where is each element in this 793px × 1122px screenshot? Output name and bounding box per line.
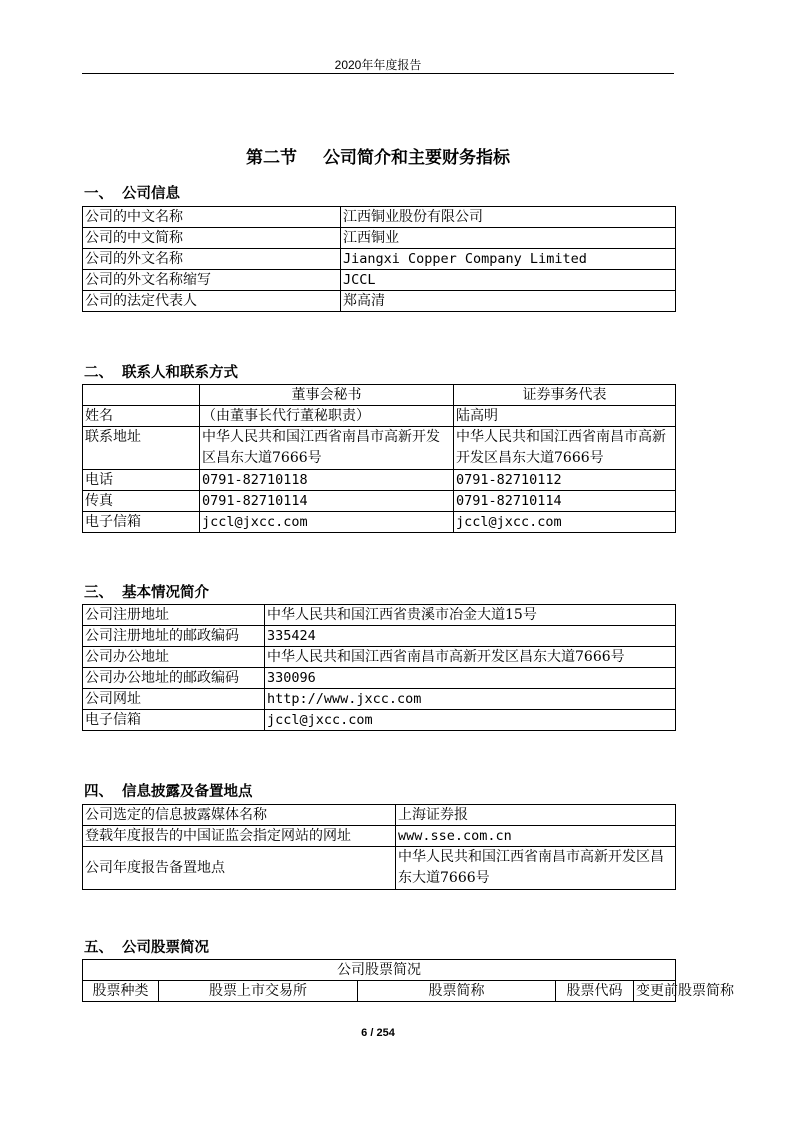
row-value: 中华人民共和国江西省贵溪市冶金大道15号 [265,605,676,626]
row-label: 传真 [83,491,200,512]
row-label: 公司的中文名称 [83,207,341,228]
row-label: 电子信箱 [83,512,200,533]
column-header: 证券事务代表 [454,385,676,406]
representative-value: jccl@jxcc.com [454,512,676,533]
representative-value: 陆高明 [454,406,676,427]
row-value: 江西铜业股份有限公司 [341,207,676,228]
table-row [83,228,676,249]
chapter-section-title: 公司简介和主要财务指标 [323,148,510,168]
row-label: 姓名 [83,406,200,427]
secretary-value: 0791-82710114 [200,491,454,512]
row-label: 联系地址 [83,427,200,470]
section-title: 公司信息 [122,186,180,202]
row-label: 电话 [83,470,200,491]
disclosure-table [82,804,676,890]
row-value: 郑高清 [341,291,676,312]
stock-table [82,959,734,1002]
row-value: 中华人民共和国江西省南昌市高新开发区昌东大道7666号 [265,647,676,668]
chapter-title [82,143,674,168]
section-title: 公司股票简况 [122,940,209,956]
row-label: 公司办公地址 [83,647,265,668]
table-title: 公司股票简况 [83,960,676,981]
contact-table [82,384,676,533]
row-value: jccl@jxcc.com [265,710,676,731]
column-header: 股票上市交易所 [159,981,358,1002]
representative-value: 0791-82710114 [454,491,676,512]
table-row [83,207,676,228]
column-header: 股票简称 [358,981,556,1002]
section-number: 一、 [84,186,113,202]
section-number: 四、 [84,784,113,800]
column-header: 股票种类 [83,981,159,1002]
section-2-heading [84,361,238,382]
running-header: 2020年年度报告 [334,58,422,72]
row-value: Jiangxi Copper Company Limited [341,249,676,270]
section-3-heading [84,581,209,602]
table-row [83,626,676,647]
table-row [83,470,676,491]
table-row [83,710,676,731]
table-row [83,826,676,847]
company-info-table [82,206,676,312]
section-1-heading [84,182,180,203]
row-label: 电子信箱 [83,710,265,731]
row-label: 登载年度报告的中国证监会指定网站的网址 [83,826,396,847]
section-number: 二、 [84,365,113,381]
table-header-row [83,385,676,406]
table-row [83,647,676,668]
row-label: 公司的外文名称 [83,249,341,270]
row-label: 公司注册地址的邮政编码 [83,626,265,647]
table-row [83,427,676,470]
header-divider [82,73,674,74]
header-empty [83,385,200,406]
table-row [83,847,676,890]
section-number: 三、 [84,585,113,601]
page-number [82,1027,674,1039]
website-link[interactable]: www.sse.com.cn [396,826,676,847]
section-title: 信息披露及备置地点 [122,784,253,800]
column-header: 董事会秘书 [200,385,454,406]
section-4-heading [84,780,253,801]
table-row [83,512,676,533]
row-label: 公司年度报告备置地点 [83,847,396,890]
column-header: 股票代码 [556,981,634,1002]
website-link[interactable]: http://www.jxcc.com [265,689,676,710]
row-value: 江西铜业 [341,228,676,249]
row-value: 335424 [265,626,676,647]
row-label: 公司网址 [83,689,265,710]
row-label: 公司的外文名称缩写 [83,270,341,291]
section-title: 基本情况简介 [122,585,209,601]
chapter-section-number: 第二节 [246,148,297,168]
row-label: 公司的中文简称 [83,228,341,249]
row-value: 中华人民共和国江西省南昌市高新开发区昌东大道7666号 [396,847,676,890]
basic-info-table [82,604,676,731]
row-value: 330096 [265,668,676,689]
secretary-value: jccl@jxcc.com [200,512,454,533]
total-pages: 254 [376,1027,395,1039]
section-title: 联系人和联系方式 [122,365,238,381]
table-row [83,491,676,512]
table-row [83,291,676,312]
table-row [83,270,676,291]
table-row [83,605,676,626]
secretary-value: 0791-82710118 [200,470,454,491]
table-row [83,249,676,270]
table-row [83,668,676,689]
row-value: 上海证券报 [396,805,676,826]
row-label: 公司选定的信息披露媒体名称 [83,805,396,826]
row-label: 公司办公地址的邮政编码 [83,668,265,689]
row-value: JCCL [341,270,676,291]
table-title-row [83,960,676,981]
table-row [83,406,676,427]
column-header: 变更前股票简称 [634,981,676,1002]
secretary-value: （由董事长代行董秘职责） [200,406,454,427]
secretary-value: 中华人民共和国江西省南昌市高新开发区昌东大道7666号 [200,427,454,470]
page-separator: / [370,1027,374,1039]
table-header-row [83,981,676,1002]
table-row [83,805,676,826]
table-row [83,689,676,710]
representative-value: 中华人民共和国江西省南昌市高新开发区昌东大道7666号 [454,427,676,470]
row-label: 公司注册地址 [83,605,265,626]
section-number: 五、 [84,940,113,956]
current-page: 6 [361,1027,368,1039]
row-label: 公司的法定代表人 [83,291,341,312]
section-5-heading [84,936,209,957]
representative-value: 0791-82710112 [454,470,676,491]
